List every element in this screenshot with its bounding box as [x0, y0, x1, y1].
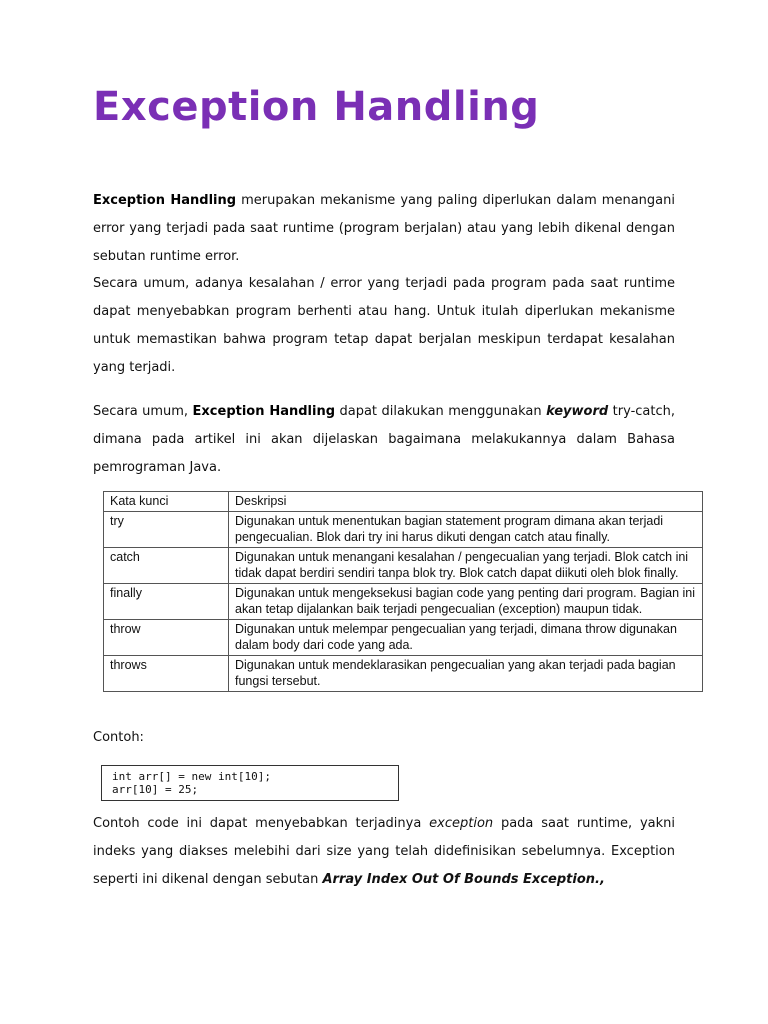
table-row — [104, 512, 703, 548]
description-cell: Digunakan untuk menangani kesalahan / pengecualian yang terjadi. Blok catch ini tidak dapat berdiri sendiri tanpa blok try. Blok catch dapat diikuti oleh blok finally. — [229, 548, 703, 584]
table-row — [104, 548, 703, 584]
term-exception: exception — [429, 816, 494, 831]
term-array-index-exception: Array Index Out Of Bounds Exception., — [322, 872, 605, 887]
description-cell: Digunakan untuk melempar pengecualian yang terjadi, dimana throw digunakan dalam body dari code yang ada. — [229, 620, 703, 656]
keyword-cell: finally — [104, 584, 229, 620]
explanation-paragraph — [93, 810, 675, 894]
description-cell: Digunakan untuk menentukan bagian statement program dimana akan terjadi pengecualian. Blok dari try ini harus dikuti dengan catch atau finally. — [229, 512, 703, 548]
code-snippet — [101, 765, 399, 801]
table-row — [104, 584, 703, 620]
page-title: Exception Handling — [93, 84, 540, 130]
term-exception-handling: Exception Handling — [93, 193, 237, 208]
table-row — [104, 656, 703, 692]
p3-after: try-catch, dimana pada artikel ini akan dijelaskan bagaimana melakukannya dalam Bahasa pemrograman Java. — [93, 404, 675, 475]
example-label: Contoh: — [93, 730, 144, 745]
p3-before: Secara umum, — [93, 404, 193, 419]
general-paragraph: Secara umum, adanya kesalahan / error yang terjadi pada program pada saat runtime dapat menyebabkan program berhenti atau hang. Untuk itulah diperlukan mekanisme untuk memastikan bahwa program tetap dapat berjalan meskipun terdapat kesalahan yang terjadi. — [93, 276, 675, 375]
table-header-row — [104, 492, 703, 512]
intro-text: merupakan mekanisme yang paling diperlukan dalam menangani error yang terjadi pada saat runtime (program berjalan) atau yang lebih dikenal dengan sebutan runtime error. — [93, 193, 675, 264]
keyword-cell: try — [104, 512, 229, 548]
keyword-cell: catch — [104, 548, 229, 584]
description-cell: Digunakan untuk mendeklarasikan pengecualian yang akan terjadi pada bagian fungsi tersebut. — [229, 656, 703, 692]
table-row — [104, 620, 703, 656]
keyword-table — [103, 491, 703, 692]
p3-middle: dapat dilakukan menggunakan — [335, 404, 547, 419]
try-catch-paragraph — [93, 398, 675, 482]
keyword-cell: throws — [104, 656, 229, 692]
keyword-cell: throw — [104, 620, 229, 656]
p4-middle: pada saat runtime, yakni indeks yang diakses melebihi dari size yang telah didefinisikan sebelumnya. Exception seperti ini dikenal dengan sebutan — [93, 816, 675, 887]
description-cell: Digunakan untuk mengeksekusi bagian code yang penting dari program. Bagian ini akan tetap dijalankan baik terjadi pengecualian (exception) maupun tidak. — [229, 584, 703, 620]
intro-paragraph — [93, 187, 675, 271]
code-line-1: int arr[] = new int[10]; — [112, 770, 271, 783]
term-keyword: keyword — [546, 404, 609, 419]
term-exception-handling-2: Exception Handling — [192, 404, 336, 419]
code-line-2: arr[10] = 25; — [112, 783, 199, 796]
p4-before: Contoh code ini dapat menyebabkan terjadinya — [93, 816, 430, 831]
header-description: Deskripsi — [229, 492, 703, 512]
header-keyword: Kata kunci — [104, 492, 229, 512]
